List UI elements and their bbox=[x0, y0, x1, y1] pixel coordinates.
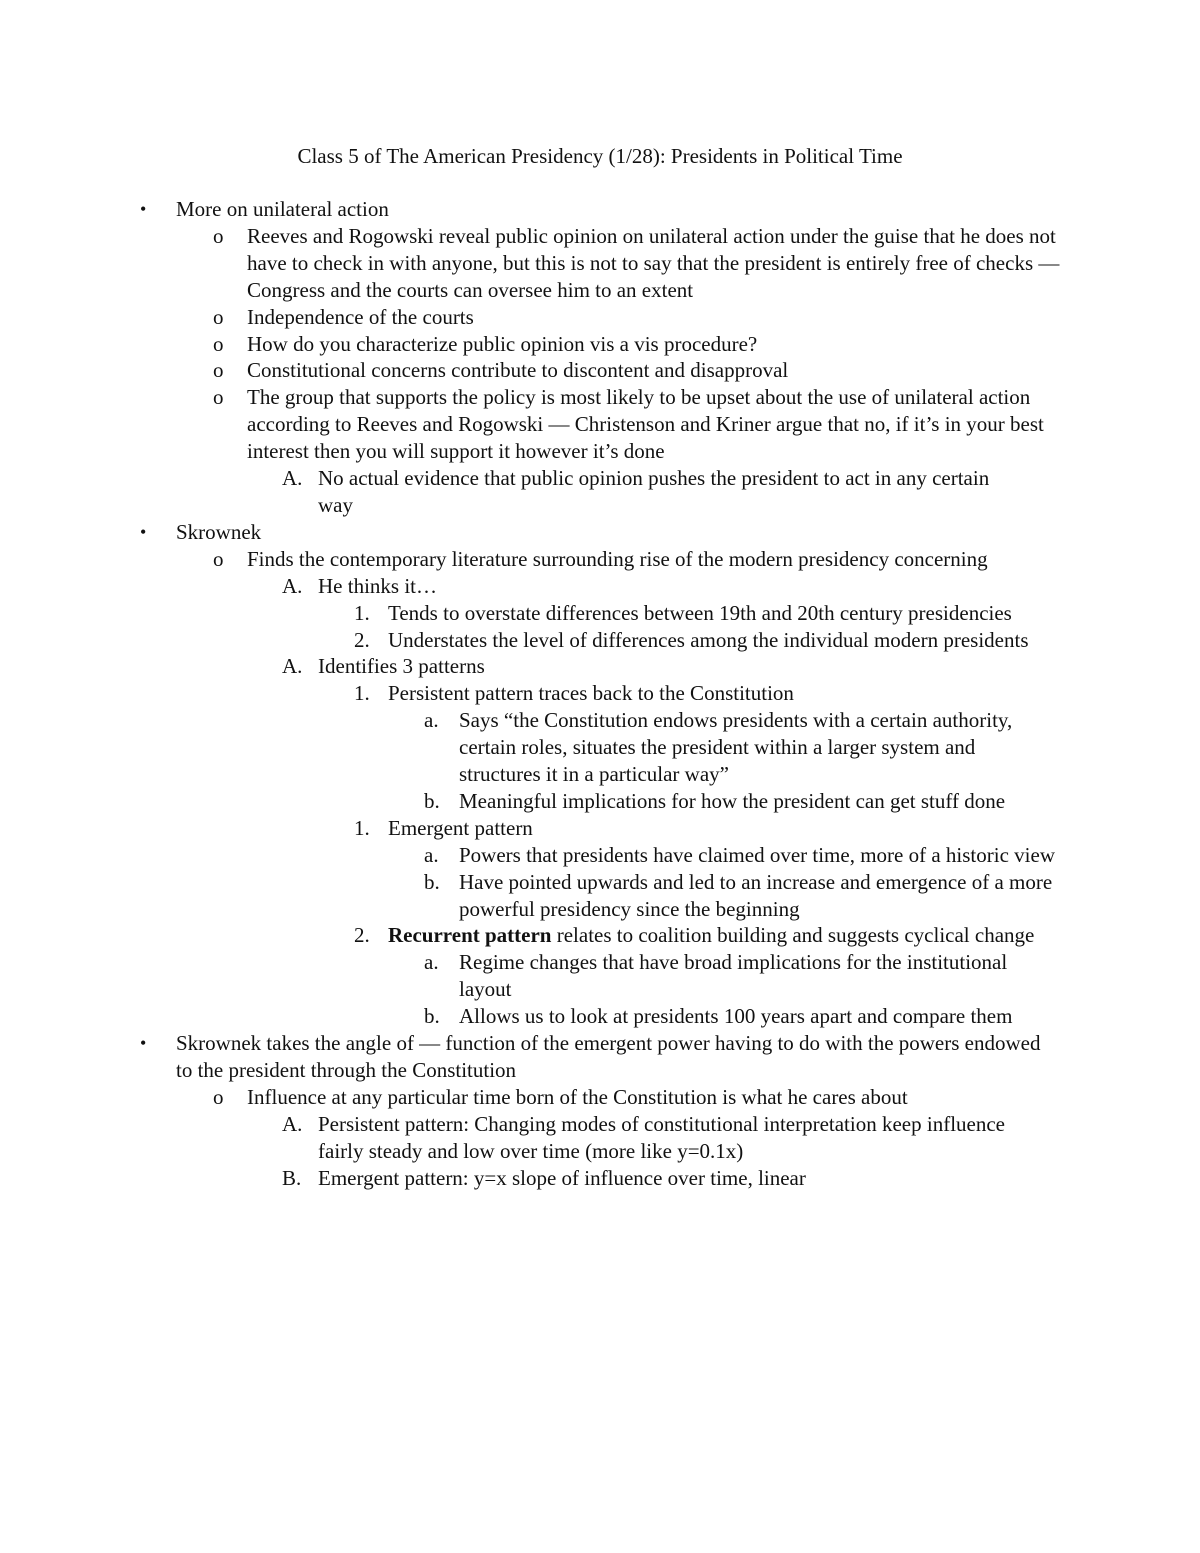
outline-item-text: Persistent pattern traces back to the Constitution bbox=[388, 681, 794, 706]
list-marker: a. bbox=[424, 708, 439, 733]
outline-item-level-2 bbox=[0, 384, 1062, 465]
list-marker: b. bbox=[424, 1004, 440, 1029]
outline-item-level-2 bbox=[0, 546, 1062, 573]
outline-item-text: More on unilateral action bbox=[176, 197, 389, 221]
list-marker: 2. bbox=[354, 923, 370, 948]
outline-item-text: No actual evidence that public opinion pushes the president to act in any certain way bbox=[318, 466, 990, 517]
outline-item-level-5 bbox=[0, 842, 1059, 869]
list-marker: • bbox=[140, 199, 147, 219]
outline-item-level-2 bbox=[0, 223, 1062, 304]
list-marker: b. bbox=[424, 869, 440, 894]
outline-item-text: The group that supports the policy is most likely to be upset about the use of unilateral action according to Reeves and Rogowski — Christenson and Kriner argue that no, if it’s in your best interest then you will support it however it’s done bbox=[247, 385, 1044, 464]
outline-item-text: Tends to overstate differences between 19th and 20th century presidencies bbox=[388, 600, 1012, 625]
outline-item-level-5 bbox=[0, 1003, 1059, 1030]
list-marker: 1. bbox=[354, 815, 370, 840]
list-marker: a. bbox=[424, 950, 439, 975]
outline-item-level-4 bbox=[0, 922, 1048, 949]
outline-item-text: Identifies 3 patterns bbox=[318, 654, 485, 679]
outline-item-level-2 bbox=[0, 331, 1062, 358]
list-marker: 2. bbox=[354, 627, 370, 652]
outline-item-level-2 bbox=[0, 304, 1062, 331]
outline-item-text: Persistent pattern: Changing modes of constitutional interpretation keep influence fairly steady and low over time (more like y=0.1x) bbox=[318, 1111, 1005, 1163]
list-marker: o bbox=[213, 304, 224, 329]
outline-item-text: Meaningful implications for how the president can get stuff done bbox=[459, 788, 1006, 813]
outline-item-level-5 bbox=[0, 949, 1059, 1003]
outline-item-text: relates to coalition building and suggests cyclical change bbox=[551, 923, 1035, 948]
outline-item-text: Allows us to look at presidents 100 years apart and compare them bbox=[459, 1004, 1013, 1029]
outline-item-text: Understates the level of differences among the individual modern presidents bbox=[388, 627, 1029, 652]
outline-item-level-3 bbox=[0, 465, 1008, 519]
list-marker: A. bbox=[282, 1111, 303, 1136]
outline-item-level-4 bbox=[0, 627, 1048, 654]
outline-item-level-3 bbox=[0, 1111, 1008, 1165]
outline-item-text: Independence of the courts bbox=[247, 304, 474, 329]
outline-item-level-4 bbox=[0, 680, 1048, 707]
outline-item-level-5 bbox=[0, 707, 1059, 788]
list-marker: A. bbox=[282, 654, 303, 679]
notes-outline bbox=[0, 196, 1200, 1192]
list-marker: A. bbox=[282, 466, 303, 491]
list-marker: 1. bbox=[354, 681, 370, 706]
list-marker: o bbox=[213, 1084, 224, 1109]
outline-item-level-4 bbox=[0, 600, 1048, 627]
list-marker: o bbox=[213, 546, 224, 571]
outline-item-level-2 bbox=[0, 1084, 1062, 1111]
outline-item-level-1 bbox=[0, 196, 1058, 223]
outline-item-text: How do you characterize public opinion vis a vis procedure? bbox=[247, 331, 758, 356]
outline-item-level-5 bbox=[0, 788, 1059, 815]
outline-item-level-5 bbox=[0, 869, 1059, 923]
outline-item-text: Emergent pattern: y=x slope of influence over time, linear bbox=[318, 1165, 806, 1190]
outline-item-text: Constitutional concerns contribute to discontent and disapproval bbox=[247, 358, 789, 383]
outline-item-text: Skrownek takes the angle of — function of the emergent power having to do with the powers endowed to the president through the Constitution bbox=[176, 1031, 1041, 1082]
list-marker: b. bbox=[424, 788, 440, 813]
outline-item-text: Have pointed upwards and led to an increase and emergence of a more powerful presidency since the beginning bbox=[459, 869, 1053, 921]
outline-item-text: He thinks it… bbox=[318, 573, 437, 598]
document-title: Class 5 of The American Presidency (1/28): Presidents in Political Time bbox=[297, 144, 903, 168]
outline-item-text: Regime changes that have broad implications for the institutional layout bbox=[459, 950, 1008, 1002]
list-marker: A. bbox=[282, 573, 303, 598]
outline-item-text: Influence at any particular time born of the Constitution is what he cares about bbox=[247, 1084, 908, 1109]
list-marker: a. bbox=[424, 842, 439, 867]
outline-item-level-3 bbox=[0, 1165, 1008, 1192]
outline-item-level-1 bbox=[0, 1030, 1058, 1084]
outline-item-text: Reeves and Rogowski reveal public opinion on unilateral action under the guise that he does not have to check in with anyone, but this is not to say that the president is entirely free of checks — Congress and the courts can oversee him to an extent bbox=[247, 223, 1060, 302]
outline-item-level-2 bbox=[0, 357, 1062, 384]
list-marker: o bbox=[213, 358, 224, 383]
outline-item-text: Powers that presidents have claimed over time, more of a historic view bbox=[459, 842, 1055, 867]
list-marker: o bbox=[213, 331, 224, 356]
list-marker: B. bbox=[282, 1165, 302, 1190]
outline-item-text: Skrownek bbox=[176, 519, 262, 544]
outline-item-text: Says “the Constitution endows presidents with a certain authority, certain roles, situates the president within a larger system and structures it in a particular way” bbox=[459, 708, 1013, 787]
outline-item-text: Finds the contemporary literature surrounding rise of the modern presidency concerning bbox=[247, 546, 988, 571]
list-marker: o bbox=[213, 223, 224, 248]
list-marker: • bbox=[140, 521, 147, 542]
outline-item-level-3 bbox=[0, 653, 1008, 680]
outline-item-level-3 bbox=[0, 573, 1008, 600]
outline-item-level-4 bbox=[0, 815, 1048, 842]
bold-term: Recurrent pattern bbox=[388, 923, 552, 948]
outline-item-text: Emergent pattern bbox=[388, 815, 533, 840]
list-marker: 1. bbox=[354, 600, 370, 625]
outline-item-level-1 bbox=[0, 519, 1058, 546]
list-marker: • bbox=[140, 1033, 147, 1054]
list-marker: o bbox=[213, 385, 224, 410]
